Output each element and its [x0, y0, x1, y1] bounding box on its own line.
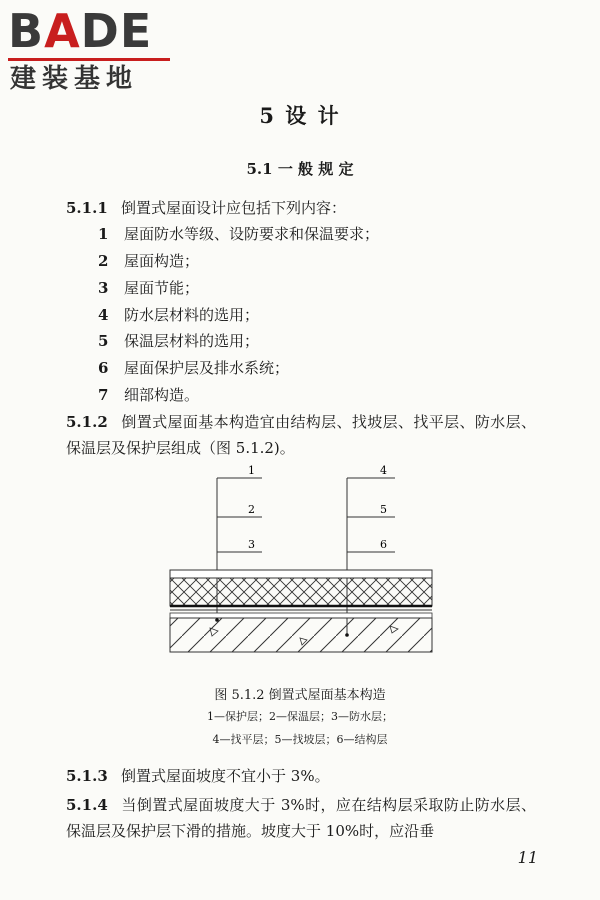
logo-tagline: 建装基地 [10, 64, 139, 94]
logo-rule [8, 58, 170, 61]
clause-number: 5.1.1 [66, 199, 108, 217]
leader-lines-right [347, 478, 395, 635]
leader-dot-right [345, 633, 349, 637]
slope-layer [170, 613, 432, 618]
clause-number: 5.1.4 [66, 796, 108, 814]
list-item: 3 屋面节能； [98, 279, 200, 297]
clause-text: 倒置式屋面基本构造宜由结构层、找坡层、找平层、防水层、保温层及保护层组成（图 5.1.2)。 [66, 413, 536, 457]
list-item: 7 细部构造。 [98, 386, 200, 404]
section-title: 5.1 一 般 规 定 [246, 160, 354, 178]
figure-caption: 图 5.1.2 倒置式屋面基本构造 [214, 688, 386, 703]
label-6: 6 [380, 538, 387, 551]
list-item: 5 保温层材料的选用； [98, 332, 260, 350]
label-4: 4 [380, 464, 387, 477]
clause-5-1-3 [66, 766, 330, 786]
label-2: 2 [248, 503, 255, 516]
clause-text: 倒置式屋面设计应包括下列内容： [121, 199, 347, 217]
insulation-layer [170, 578, 432, 606]
clause-5-1-4 [66, 792, 536, 844]
list-item: 6 屋面保护层及排水系统； [98, 359, 290, 377]
figure-note-2: 4—找平层；5—找坡层；6—结构层 [212, 733, 388, 746]
page-number: 11 [517, 848, 538, 867]
leader-dot-left [215, 618, 219, 622]
logo-wordmark: BADE [8, 4, 153, 58]
label-3: 3 [248, 538, 255, 551]
clause-text: 倒置式屋面坡度不宜小于 3%。 [121, 767, 330, 785]
structural-layer [170, 618, 432, 652]
label-1: 1 [248, 464, 255, 477]
clause-5-1-1 [66, 198, 346, 218]
list-item: 4 防水层材料的选用； [98, 306, 260, 324]
figure-note-1: 1—保护层；2—保温层；3—防水层； [207, 710, 393, 723]
clause-number: 5.1.2 [66, 413, 108, 431]
roof-section-figure [160, 460, 440, 665]
brand-logo [8, 6, 178, 96]
list-item: 1 屋面防水等级、设防要求和保温要求； [98, 225, 380, 243]
clause-number: 5.1.3 [66, 767, 108, 785]
clause-text: 当倒置式屋面坡度大于 3%时，应在结构层采取防止防水层、保温层及保护层下滑的措施。坡度大于 10%时，应沿垂 [66, 796, 536, 840]
clause-5-1-2 [66, 409, 536, 461]
list-item: 2 屋面构造； [98, 252, 200, 270]
chapter-title: 5 设 计 [259, 103, 341, 128]
protective-layer [170, 570, 432, 578]
label-5: 5 [380, 503, 387, 516]
